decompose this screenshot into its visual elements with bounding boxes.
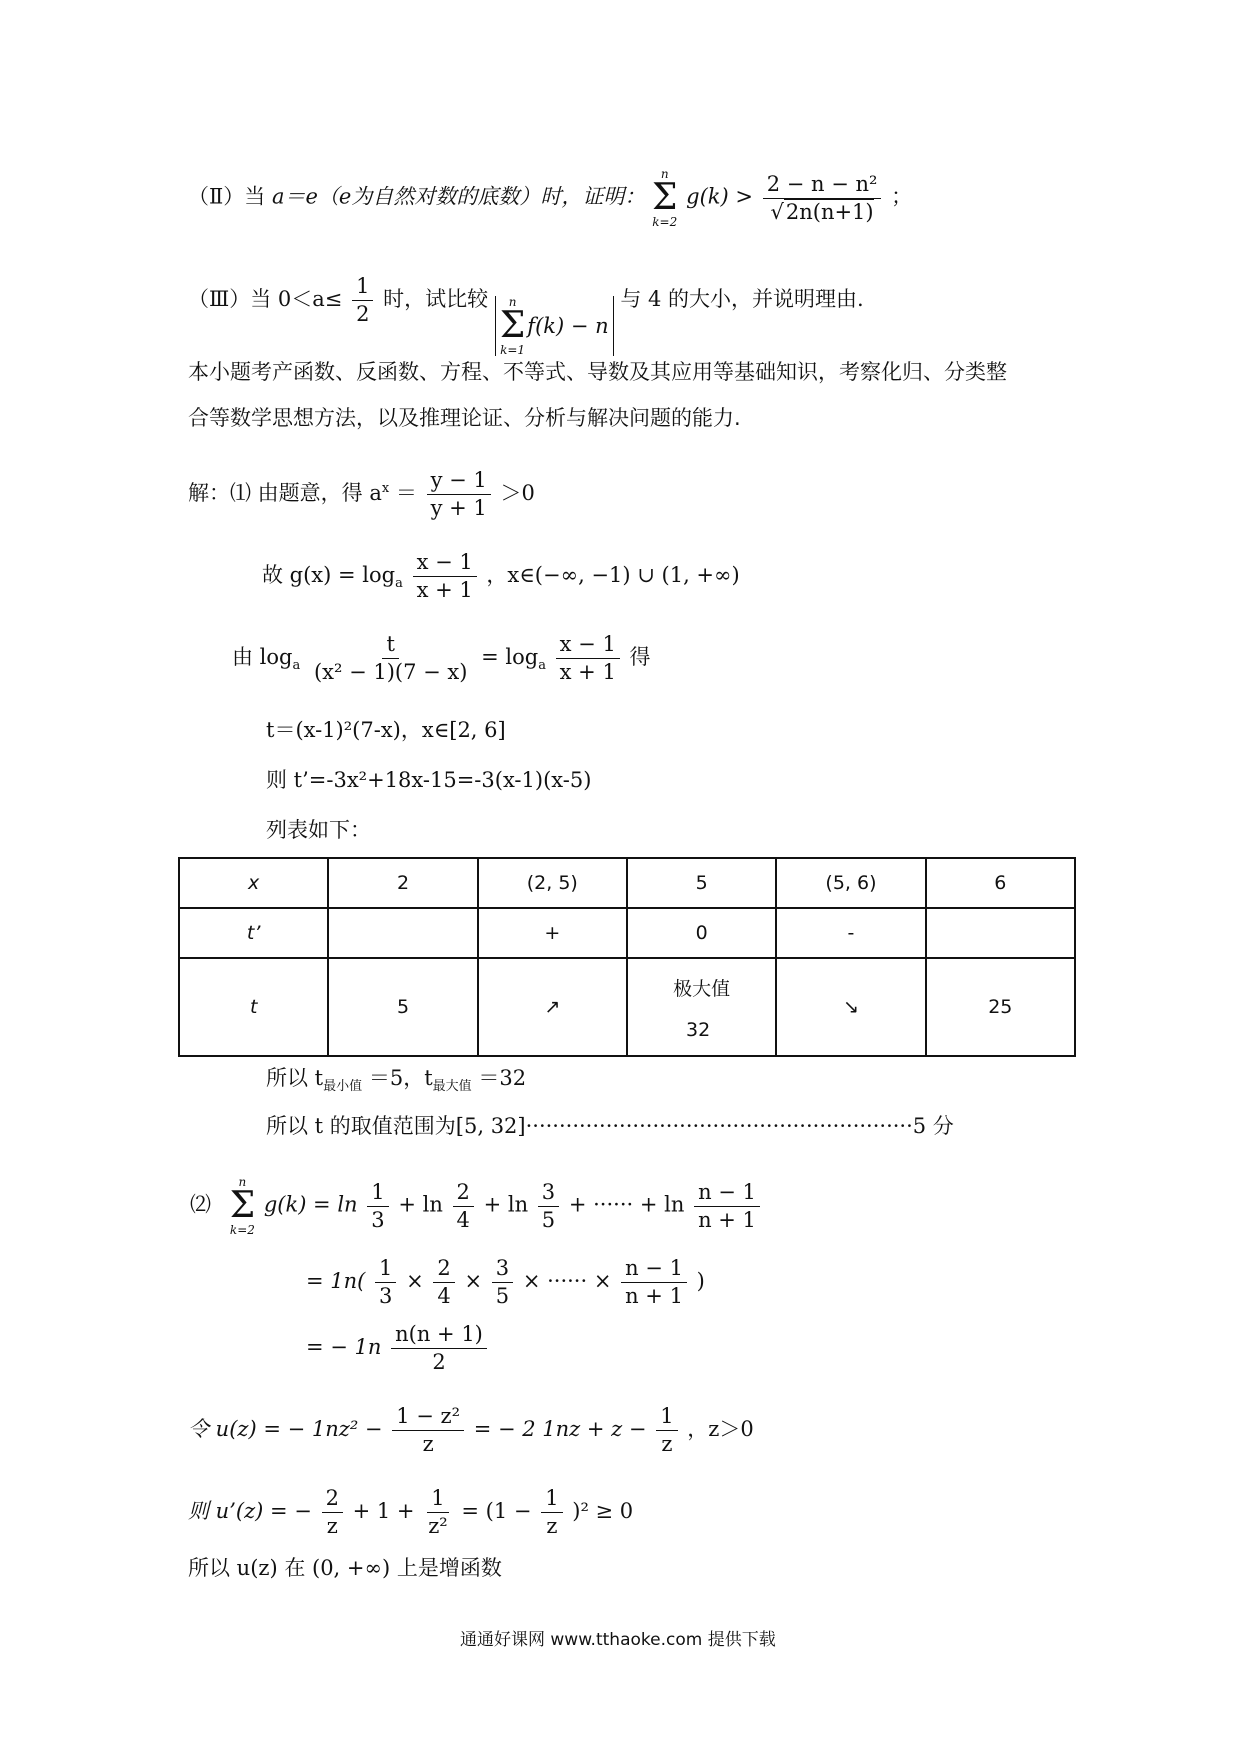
fraction-two-fourths [453,1179,474,1232]
table-cell: 5 [627,858,776,908]
fraction-numerator: 1 [375,1258,396,1283]
step3-fraction-right [556,634,620,683]
intro-line-1: 本小题考产函数、反函数、方程、不等式、导数及其应用等基础知识，考察化归、分类整 [188,360,1007,384]
fraction-denominator: x + 1 [416,578,473,602]
table-cell: - [776,908,925,958]
fraction-numerator: x − 1 [413,552,477,577]
fraction-numerator: t [382,634,398,659]
fraction-n-minus-1 [694,1179,760,1232]
fraction-numerator: y − 1 [427,470,491,495]
solution-step-5: 则 t’=-3x²+18x-15=-3(x-1)(x-5) [266,768,592,792]
u-definition [188,1406,754,1455]
summation-symbol [652,168,677,228]
step3-equals-log: = log [481,645,539,669]
step1-suffix: ＞0 [500,481,535,505]
fraction-numerator: n − 1 [621,1258,687,1283]
absolute-value [495,296,614,356]
min-max-line [266,1068,526,1093]
plus-ln: + ln [483,1192,529,1217]
fraction-numerator: 1 [541,1488,562,1513]
abs-expression: f(k) − n [527,313,609,338]
half-fraction [352,276,373,325]
u-increasing-conclusion: 所以 u(z) 在 (0, +∞) 上是增函数 [188,1556,502,1580]
increasing-arrow-icon: ↗ [478,958,627,1056]
fraction-one-third [375,1258,396,1307]
sum-lower: k=1 [500,343,526,357]
step2-domain: ，x∈(−∞, −1) ∪ (1, +∞) [486,563,740,587]
cell-text: t [249,996,258,1018]
fraction-numerator: n − 1 [694,1182,760,1207]
half-numerator: 1 [352,276,373,301]
fraction-numerator: 1 [656,1406,677,1431]
times-sign: × [406,1269,424,1293]
u-deriv-middle-2: = (1 − [461,1499,532,1523]
u-deriv-fraction-1 [322,1488,343,1537]
fraction-numerator: 1 − z² [392,1406,464,1431]
u-deriv-middle: + 1 + [352,1499,415,1523]
minmax-middle: ＝5，t [368,1066,433,1090]
decreasing-arrow-icon: ↘ [776,958,925,1056]
step2-fraction [413,552,477,601]
times-dots: × ······ × [522,1269,612,1293]
summation-symbol [230,1176,255,1236]
fraction-numerator: 1 [427,1488,448,1513]
result-prefix: = − 1n [306,1335,382,1359]
maximum-label: 极大值 [673,977,731,1000]
log-base: a [292,658,301,674]
intro-line-2: 合等数学思想方法，以及推理论证、分析与解决问题的能力. [188,406,741,430]
sum-g-expression: g(k) = ln [263,1192,358,1217]
fraction-denominator: n + 1 [698,1207,756,1232]
u-def-fraction [392,1406,464,1455]
table-cell: (5, 6) [776,858,925,908]
table-cell: 0 [627,908,776,958]
fraction-denominator: y + 1 [430,496,487,520]
fraction-two-fourths [433,1258,454,1307]
sigma-icon: Σ [499,305,526,346]
minmax-suffix: ＝32 [478,1066,527,1090]
fraction-one-third [367,1179,388,1232]
fraction-numerator: 2 [453,1182,474,1207]
sigma-icon: Σ [652,177,678,218]
fraction-denominator: 2 [432,1350,446,1374]
fraction-denominator: z [661,1432,673,1456]
u-deriv-prefix: 则 u’(z) = − [188,1499,312,1523]
solution-step-4: t＝(x-1)²(7-x)，x∈[2, 6] [266,718,506,742]
fraction-denominator: 3 [371,1207,385,1232]
fraction-denominator: 5 [495,1284,510,1308]
table-header-cell [179,958,328,1056]
part2-statement [188,168,912,228]
u-derivative [188,1488,633,1537]
summation-symbol [500,296,525,356]
fraction-three-fifths [538,1179,559,1232]
half-denominator: 2 [356,302,370,326]
sum-upper: n [660,167,669,181]
part2-end: ； [891,184,913,209]
table-header-cell [179,908,328,958]
table-row [179,858,1075,908]
solution-step-2 [262,552,740,601]
log-base: a [395,576,403,592]
fraction-numerator: 2 [322,1488,343,1513]
part3-label: （Ⅲ）当 0＜a≤ [188,287,343,311]
fraction-denominator: √2n(n+1) [770,199,874,224]
part2-fraction [763,171,882,224]
times-sign: × [464,1269,483,1293]
u-def-suffix: ，z＞0 [687,1417,754,1441]
series-dots: + ······ + ln [568,1192,685,1217]
maximum-value: 32 [685,1018,711,1041]
table-cell [926,908,1075,958]
u-deriv-suffix: )² ≥ 0 [572,1499,634,1523]
table-cell [328,908,477,958]
part3-statement [188,276,864,356]
u-def-prefix: 令 u(z) = − 1nz² − [188,1417,383,1441]
u-def-middle: = − 2 1nz + z − [473,1417,647,1441]
table-cell: (2, 5) [478,858,627,908]
g-k-expression: g(k) > [686,184,753,209]
fraction-denominator: x + 1 [559,660,616,684]
fraction-numerator: 3 [492,1258,513,1283]
fraction-denominator: n + 1 [625,1284,683,1308]
product-suffix: ) [696,1269,705,1293]
step1-equals: ＝ [395,481,417,505]
result-line [306,1324,490,1373]
table-intro: 列表如下： [266,818,371,842]
table-cell: + [478,908,627,958]
page-footer: 通通好课网 www.tthaoke.com 提供下载 [460,1630,776,1650]
part2-label: （Ⅱ）当 [188,184,266,209]
sum-upper: n [238,1175,247,1189]
solution-step-3 [232,634,651,683]
sum-upper: n [508,295,517,309]
sum-g-line [190,1176,763,1236]
cell-text: x [248,872,260,894]
fraction-numerator: 2 [433,1258,454,1283]
fraction-denominator: 3 [379,1284,393,1308]
range-conclusion: 所以 t 的取值范围为[5, 32]··························································5 分 [266,1114,954,1138]
fraction-denominator: 4 [437,1284,451,1308]
step3-prefix: 由 log [232,645,293,669]
fraction-denominator: 4 [456,1207,470,1232]
table-cell: 25 [926,958,1075,1056]
step3-fraction-left [310,634,472,683]
fraction-n-minus-1 [621,1258,687,1307]
fraction-numerator: 1 [367,1182,388,1207]
part3-end: 与 4 的大小，并说明理由. [620,287,864,311]
table-row [179,958,1075,1056]
maximum-cell-content [628,974,775,1041]
product-prefix: = 1n( [306,1269,366,1293]
product-line [306,1258,705,1307]
table-cell-maximum [627,958,776,1056]
fraction-denominator: z² [428,1514,448,1538]
step1-exponent: x [381,481,390,496]
fraction-numerator: 3 [538,1182,559,1207]
fraction-denominator: (x² − 1)(7 − x) [313,660,468,684]
part3-compare-text: 时，试比较 [383,287,489,311]
fraction-denominator: z [326,1514,338,1538]
sigma-icon: Σ [229,1185,256,1226]
u-deriv-fraction-2 [424,1488,451,1537]
plus-ln: + ln [398,1192,443,1217]
fraction-denominator: z [546,1514,558,1538]
sqrt-radicand: 2n(n+1) [785,199,874,224]
u-deriv-fraction-3 [541,1488,562,1537]
fraction-numerator: x − 1 [556,634,620,659]
table-cell: 5 [328,958,477,1056]
fraction-numerator: n(n + 1) [391,1324,487,1349]
part2-condition: a＝e（e为自然对数的底数）时，证明： [271,184,646,209]
table-row [179,908,1075,958]
cell-text: t’ [246,922,261,944]
sum-lower: k=2 [652,215,678,229]
fraction-three-fifths [492,1258,513,1307]
fraction-denominator: 5 [541,1207,556,1232]
step3-suffix: 得 [629,645,651,669]
solution-step-1 [188,470,535,519]
step1-fraction [427,470,491,519]
fraction-numerator: 2 − n − n² [763,174,882,199]
table-cell: 2 [328,858,477,908]
fraction-denominator: z [422,1432,434,1456]
result-fraction [391,1324,487,1373]
step2-prefix: 故 g(x) = log [262,563,396,587]
log-base: a [538,658,546,674]
monotonicity-table [178,857,1076,1057]
table-header-cell [179,858,328,908]
step1-prefix: 解：⑴ 由题意，得 a [188,481,382,505]
sum-lower: k=2 [229,1223,255,1237]
part2-solution-label: ⑵ [190,1192,211,1217]
table-cell: 6 [926,858,1075,908]
u-def-fraction-2 [656,1406,677,1455]
min-subscript: 最小值 [323,1079,363,1095]
max-subscript: 最大值 [432,1079,472,1095]
minmax-prefix: 所以 t [266,1066,324,1090]
